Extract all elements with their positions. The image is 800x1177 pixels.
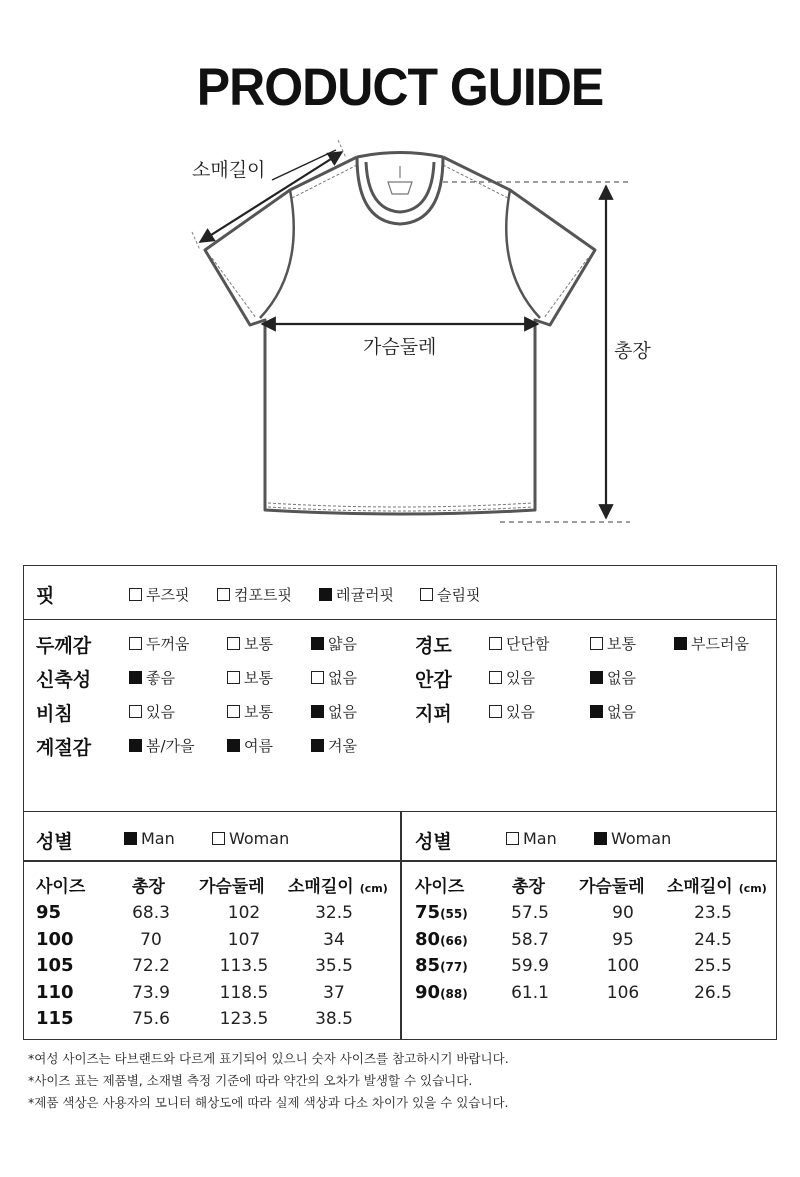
size-value: 80(66) — [415, 928, 468, 950]
cell-sleeve: 35.5 — [315, 956, 353, 976]
attr-option: 단단함 — [489, 633, 549, 654]
gender-heading-woman-table: 성별 — [415, 831, 452, 853]
attr-option: 없음 — [311, 667, 357, 688]
cell-length: 59.9 — [511, 956, 549, 976]
size-value: 85(77) — [415, 955, 468, 976]
cell-sleeve: 38.5 — [315, 1009, 353, 1029]
gender-option: Man — [124, 829, 175, 848]
cell-sleeve: 25.5 — [694, 956, 732, 976]
cell-sleeve: 23.5 — [694, 903, 732, 923]
cell-length: 68.3 — [132, 903, 170, 923]
attr-checkbox — [590, 705, 603, 718]
attr-checkbox — [129, 739, 142, 752]
fit-checkbox-1 — [217, 588, 230, 601]
attr-checkbox — [311, 705, 324, 718]
size-value: 100 — [36, 928, 74, 950]
cell-chest: 106 — [606, 982, 640, 1003]
column-divider — [400, 812, 402, 1039]
attr-checkbox — [129, 705, 142, 718]
attr-option: 부드러움 — [674, 633, 749, 654]
attr-heading-sheer: 비침 — [36, 703, 73, 725]
tshirt-diagram — [0, 130, 800, 540]
fit-option: 레귤러핏 — [319, 584, 394, 605]
fit-option: 슬림핏 — [420, 584, 480, 605]
gender-checkbox — [212, 832, 225, 845]
cell-sleeve: 32.5 — [315, 903, 353, 923]
attr-heading-hardness: 경도 — [415, 635, 452, 657]
fit-checkbox-0 — [129, 588, 142, 601]
attr-heading-zipper: 지퍼 — [415, 703, 452, 725]
size-section — [24, 812, 776, 1039]
gender-heading-man-table: 성별 — [36, 831, 73, 853]
attr-option: 보통 — [227, 667, 273, 688]
attr-option: 없음 — [311, 701, 357, 722]
sleeve-length-label: 소매길이 — [192, 159, 266, 181]
col-chest-header: 가슴둘레 — [199, 877, 265, 897]
attr-heading-lining: 안감 — [415, 669, 452, 691]
cell-sleeve: 24.5 — [694, 929, 732, 950]
notes — [28, 1048, 788, 1114]
attr-checkbox — [129, 671, 142, 684]
attr-checkbox — [129, 637, 142, 650]
cell-length: 57.5 — [511, 903, 549, 923]
size-value: 75(55) — [415, 902, 468, 923]
gender-option: Woman — [594, 829, 671, 848]
cell-length: 72.2 — [132, 956, 170, 976]
gender-checkbox — [124, 832, 137, 845]
cell-length: 58.7 — [511, 929, 549, 950]
attr-option: 있음 — [489, 701, 535, 722]
cell-length: 70 — [140, 929, 162, 950]
attributes-section — [24, 620, 776, 812]
cell-sleeve: 26.5 — [694, 982, 732, 1003]
cell-chest: 90 — [612, 903, 634, 923]
fit-option: 루즈핏 — [129, 584, 189, 605]
attr-checkbox — [227, 739, 240, 752]
attr-option: 좋음 — [129, 667, 175, 688]
attr-option: 있음 — [129, 701, 175, 722]
total-length-label: 총장 — [614, 340, 651, 362]
attr-checkbox — [311, 671, 324, 684]
attr-heading-thickness: 두께감 — [36, 635, 92, 657]
cell-chest: 102 — [227, 903, 261, 923]
cell-chest: 95 — [612, 929, 634, 950]
cell-length: 61.1 — [511, 982, 549, 1003]
gender-divider — [24, 860, 776, 862]
col-size-header: 사이즈 — [36, 877, 86, 897]
gender-checkbox — [594, 832, 607, 845]
size-value: 115 — [36, 1008, 74, 1029]
attr-option: 있음 — [489, 667, 535, 688]
chest-label: 가슴둘레 — [363, 336, 437, 358]
attr-option: 봄/가을 — [129, 735, 195, 756]
attr-checkbox — [311, 637, 324, 650]
gender-checkbox — [506, 832, 519, 845]
attr-checkbox — [489, 671, 502, 684]
attr-heading-stretch: 신축성 — [36, 669, 92, 691]
attr-option: 보통 — [227, 633, 273, 654]
attr-checkbox — [311, 739, 324, 752]
attr-heading-season: 계절감 — [36, 737, 92, 759]
col-sleeve-header: 소매길이 (cm) — [288, 877, 388, 897]
attr-option: 보통 — [590, 633, 636, 654]
attr-checkbox — [674, 637, 687, 650]
cell-length: 75.6 — [132, 1009, 170, 1029]
page-title: PRODUCT GUIDE — [196, 57, 604, 117]
attr-checkbox — [227, 671, 240, 684]
fit-checkbox-2 — [319, 588, 332, 601]
col-sleeve-header: 소매길이 (cm) — [667, 877, 767, 897]
attr-checkbox — [590, 671, 603, 684]
gender-option: Man — [506, 829, 557, 848]
attr-option: 얇음 — [311, 633, 357, 654]
note-line: *여성 사이즈는 타브랜드와 다르게 표기되어 있으니 숫자 사이즈를 참고하시기 바랍니다. — [28, 1051, 509, 1066]
attr-checkbox — [227, 637, 240, 650]
cell-chest: 100 — [606, 956, 640, 976]
gender-option: Woman — [212, 829, 289, 848]
cell-chest: 113.5 — [219, 956, 269, 976]
size-value: 95 — [36, 902, 62, 923]
col-chest-header: 가슴둘레 — [579, 877, 645, 897]
size-value: 105 — [36, 955, 74, 976]
fit-option: 컴포트핏 — [217, 584, 292, 605]
attr-checkbox — [489, 705, 502, 718]
note-line: *사이즈 표는 제품별, 소재별 측정 기준에 따라 약간의 오차가 발생할 수 있습니다. — [28, 1073, 473, 1088]
fit-row — [24, 566, 776, 620]
cell-chest: 107 — [227, 929, 261, 950]
attr-option: 여름 — [227, 735, 273, 756]
cell-chest: 123.5 — [219, 1009, 269, 1029]
cell-length: 73.9 — [132, 982, 170, 1003]
cell-sleeve: 34 — [323, 929, 345, 950]
col-length-header: 총장 — [512, 877, 545, 897]
cell-sleeve: 37 — [323, 982, 345, 1003]
attr-checkbox — [489, 637, 502, 650]
col-length-header: 총장 — [132, 877, 165, 897]
attr-option: 겨울 — [311, 735, 357, 756]
attr-option: 없음 — [590, 667, 636, 688]
attr-checkbox — [590, 637, 603, 650]
attr-option: 없음 — [590, 701, 636, 722]
spec-table — [23, 565, 777, 1040]
cell-chest: 118.5 — [219, 982, 269, 1003]
col-size-header: 사이즈 — [415, 877, 465, 897]
attr-option: 두꺼움 — [129, 633, 189, 654]
note-line: *제품 색상은 사용자의 모니터 해상도에 따라 실제 색상과 다소 차이가 있을 수 있습니다. — [28, 1095, 509, 1110]
size-value: 90(88) — [415, 981, 468, 1003]
attr-checkbox — [227, 705, 240, 718]
attr-option: 보통 — [227, 701, 273, 722]
size-value: 110 — [36, 981, 74, 1003]
fit-checkbox-3 — [420, 588, 433, 601]
fit-heading: 핏 — [36, 585, 55, 607]
